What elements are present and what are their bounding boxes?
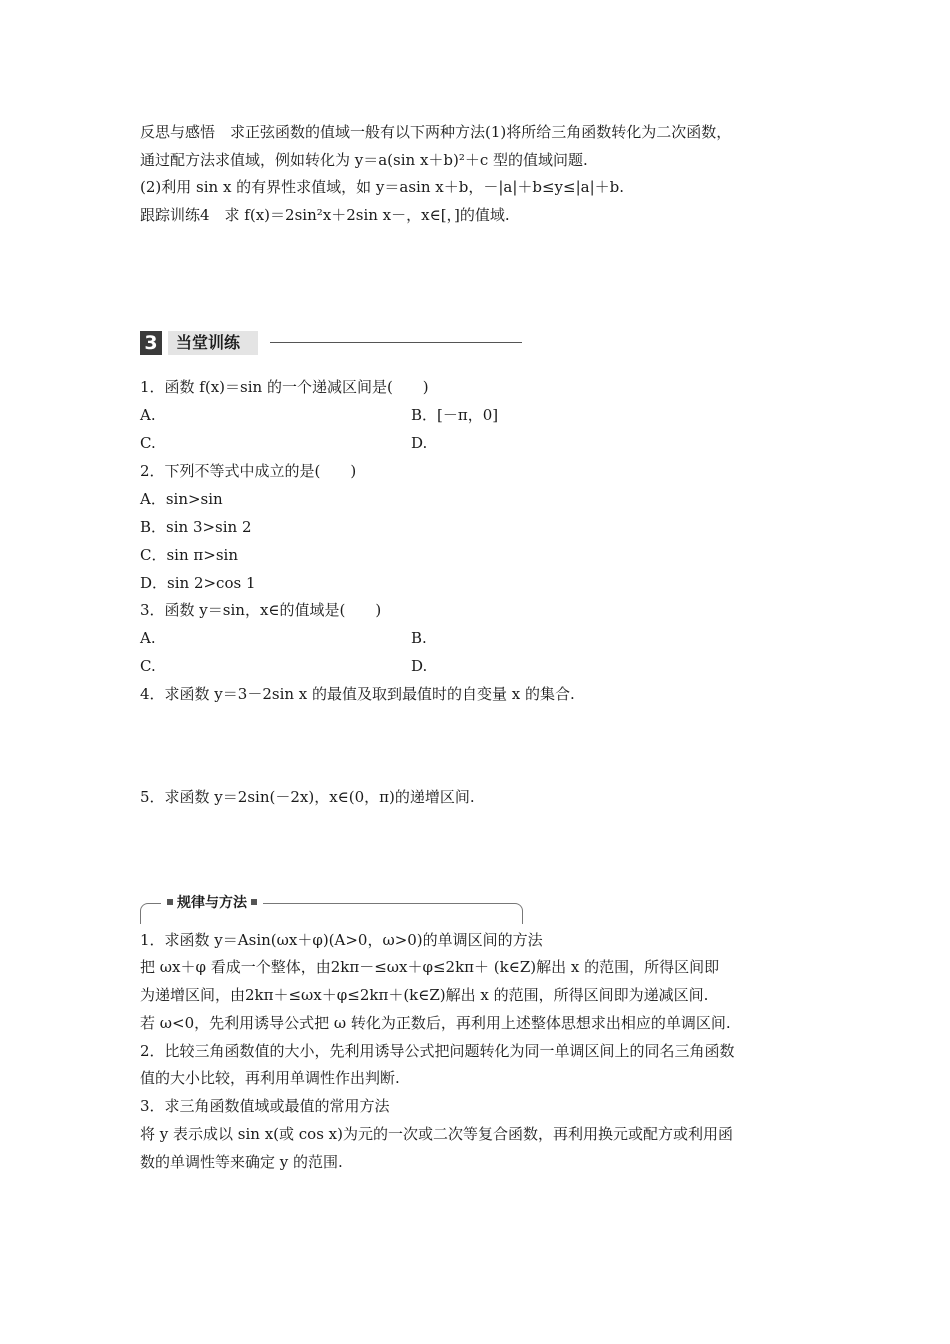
rules-text-4: 值的大小比较，再利用单调性作出判断. <box>140 1069 400 1087</box>
q2-option-a: A．sin>sin <box>140 490 223 508</box>
rules-text-6: 数的单调性等来确定 y 的范围. <box>140 1153 343 1171</box>
q1-option-d: D. <box>411 434 428 452</box>
question-1: 1．函数 f(x)＝sin 的一个递减区间是( ) <box>140 378 429 396</box>
intro-line-1: 反思与感悟 求正弦函数的值域一般有以下两种方法(1)将所给三角函数转化为二次函数， <box>140 123 732 141</box>
rules-title: 规律与方法 <box>177 895 247 911</box>
rules-point-2: 2．比较三角函数值的大小，先利用诱导公式把问题转化为同一单调区间上的同名三角函数 <box>140 1042 735 1060</box>
follow-up-exercise-4: 跟踪训练4 求 f(x)＝2sin²x＋2sin x－，x∈[，]的值域. <box>140 206 510 224</box>
intro-line-3: (2)利用 sin x 的有界性求值域，如 y＝asin x＋b，－|a|＋b≤y≤|a|＋b. <box>140 178 625 196</box>
q2-option-b: B．sin 3>sin 2 <box>140 518 252 536</box>
q1-option-a: A. <box>140 406 156 424</box>
q2-option-d: D．sin 2>cos 1 <box>140 574 256 592</box>
q3-option-a: A. <box>140 629 156 647</box>
q3-option-d: D. <box>411 657 428 675</box>
question-4: 4．求函数 y＝3－2sin x 的最值及取到最值时的自变量 x 的集合. <box>140 685 575 703</box>
square-bullet-icon <box>167 899 173 905</box>
section-rule <box>270 342 522 343</box>
intro-line-2: 通过配方法求值域，例如转化为 y＝a(sin x＋b)²＋c 型的值域问题. <box>140 151 588 169</box>
q2-option-c: C．sin π>sin <box>140 546 238 564</box>
q1-option-b: B．[－π，0] <box>411 406 499 424</box>
rules-point-1: 1．求函数 y＝Asin(ωx＋φ)(A>0，ω>0)的单调区间的方法 <box>140 931 543 949</box>
q3-option-c: C. <box>140 657 156 675</box>
q1-option-c: C. <box>140 434 156 452</box>
rules-label <box>161 893 263 913</box>
rules-text-3: 若 ω<0，先利用诱导公式把 ω 转化为正数后，再利用上述整体思想求出相应的单调区间. <box>140 1014 731 1032</box>
q3-option-b: B. <box>411 629 427 647</box>
rules-point-3: 3．求三角函数值域或最值的常用方法 <box>140 1097 390 1115</box>
section-3-heading <box>140 331 522 355</box>
question-5: 5．求函数 y＝2sin(－2x)，x∈(0，π)的递增区间. <box>140 788 475 806</box>
rules-text-5: 将 y 表示成以 sin x(或 cos x)为元的一次或二次等复合函数，再利用换元或配方或利用函 <box>140 1125 733 1143</box>
question-3: 3．函数 y＝sin，x∈的值域是( ) <box>140 601 382 619</box>
question-2: 2．下列不等式中成立的是( ) <box>140 462 357 480</box>
section-title: 当堂训练 <box>168 331 258 355</box>
square-bullet-icon <box>251 899 257 905</box>
section-number: 3 <box>140 331 162 355</box>
rules-frame <box>140 895 523 924</box>
rules-text-1: 把 ωx＋φ 看成一个整体，由2kπ－≤ωx＋φ≤2kπ＋ (k∈Z)解出 x 的范围，所得区间即 <box>140 958 720 976</box>
rules-text-2: 为递增区间，由2kπ＋≤ωx＋φ≤2kπ＋(k∈Z)解出 x 的范围，所得区间即为递减区间. <box>140 986 709 1004</box>
